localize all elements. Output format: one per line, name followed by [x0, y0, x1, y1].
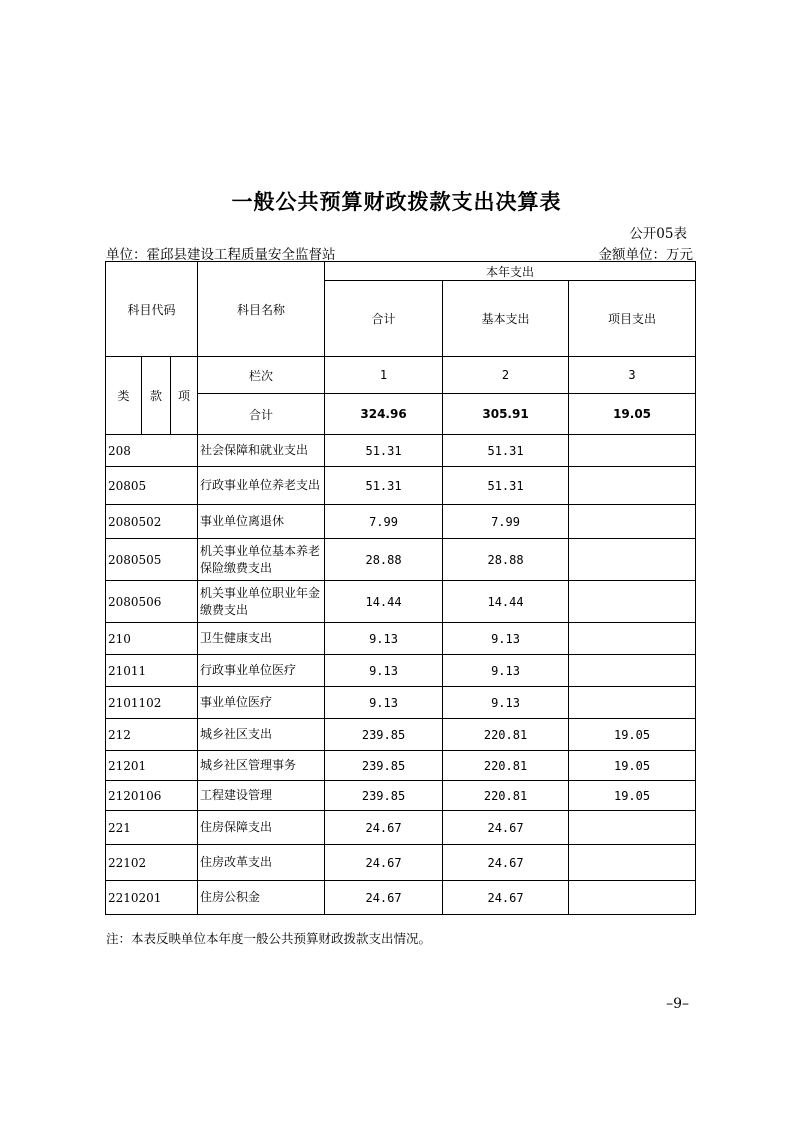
- table-row: [106, 467, 696, 505]
- row-total: 239.85: [325, 781, 443, 811]
- header-subject-name: 科目名称: [198, 262, 325, 357]
- row-project: 19.05: [569, 781, 696, 811]
- row-project: [569, 467, 696, 505]
- row-basic: 28.88: [443, 539, 569, 581]
- row-total: 24.67: [325, 811, 443, 845]
- row-code: 2080502: [106, 505, 198, 539]
- row-name: 住房公积金: [198, 881, 325, 915]
- row-basic: 220.81: [443, 719, 569, 751]
- row-basic: 220.81: [443, 751, 569, 781]
- header-xiang: 项: [171, 357, 198, 435]
- row-project: [569, 811, 696, 845]
- table-row: [106, 811, 696, 845]
- table-row: [106, 751, 696, 781]
- row-name: 卫生健康支出: [198, 623, 325, 655]
- table-row: [106, 435, 696, 467]
- row-name: 机关事业单位基本养老保险缴费支出: [198, 539, 325, 581]
- sum-total: 324.96: [325, 394, 443, 435]
- row-name: 住房改革支出: [198, 845, 325, 881]
- sum-basic: 305.91: [443, 394, 569, 435]
- table-row: [106, 845, 696, 881]
- row-total: 9.13: [325, 687, 443, 719]
- column-order-label: 栏次: [198, 357, 325, 394]
- header-lei: 类: [106, 357, 142, 435]
- row-name: 行政事业单位医疗: [198, 655, 325, 687]
- row-basic: 51.31: [443, 467, 569, 505]
- row-code: 221: [106, 811, 198, 845]
- row-total: 51.31: [325, 435, 443, 467]
- row-basic: 7.99: [443, 505, 569, 539]
- row-name: 城乡社区支出: [198, 719, 325, 751]
- money-unit-label: 金额单位：万元: [598, 247, 693, 263]
- row-project: [569, 687, 696, 719]
- row-project: 19.05: [569, 719, 696, 751]
- row-project: [569, 505, 696, 539]
- row-code: 20805: [106, 467, 198, 505]
- row-total: 239.85: [325, 751, 443, 781]
- page-number: –9–: [666, 996, 689, 1012]
- row-total: 239.85: [325, 719, 443, 751]
- row-basic: 9.13: [443, 623, 569, 655]
- row-project: [569, 435, 696, 467]
- table-row: [106, 687, 696, 719]
- row-code: 22102: [106, 845, 198, 881]
- row-total: 9.13: [325, 655, 443, 687]
- table-row: [106, 505, 696, 539]
- row-project: 19.05: [569, 751, 696, 781]
- table-row: [106, 781, 696, 811]
- row-name: 事业单位离退休: [198, 505, 325, 539]
- header-subject-code: 科目代码: [106, 262, 198, 357]
- table-row: [106, 539, 696, 581]
- expenditure-table: [105, 261, 696, 915]
- table-row: [106, 623, 696, 655]
- table-row: [106, 719, 696, 751]
- row-basic: 9.13: [443, 687, 569, 719]
- row-project: [569, 845, 696, 881]
- sum-project: 19.05: [569, 394, 696, 435]
- row-code: 2080505: [106, 539, 198, 581]
- row-name: 行政事业单位养老支出: [198, 467, 325, 505]
- row-basic: 14.44: [443, 581, 569, 623]
- row-project: [569, 581, 696, 623]
- row-name: 住房保障支出: [198, 811, 325, 845]
- row-code: 212: [106, 719, 198, 751]
- row-basic: 51.31: [443, 435, 569, 467]
- table-row: [106, 655, 696, 687]
- row-total: 7.99: [325, 505, 443, 539]
- row-name: 城乡社区管理事务: [198, 751, 325, 781]
- row-code: 2101102: [106, 687, 198, 719]
- row-project: [569, 655, 696, 687]
- row-basic: 24.67: [443, 881, 569, 915]
- row-code: 2120106: [106, 781, 198, 811]
- column-order-2: 2: [443, 357, 569, 394]
- row-code: 21011: [106, 655, 198, 687]
- row-total: 24.67: [325, 845, 443, 881]
- row-total: 9.13: [325, 623, 443, 655]
- column-order-1: 1: [325, 357, 443, 394]
- row-basic: 220.81: [443, 781, 569, 811]
- row-name: 工程建设管理: [198, 781, 325, 811]
- header-total: 合计: [325, 281, 443, 357]
- column-order-3: 3: [569, 357, 696, 394]
- unit-label: 单位：霍邱县建设工程质量安全监督站: [106, 247, 336, 263]
- header-basic: 基本支出: [443, 281, 569, 357]
- table-note: 注：本表反映单位本年度一般公共预算财政拨款支出情况。: [106, 931, 432, 946]
- column-order-row: [106, 357, 696, 394]
- header-project: 项目支出: [569, 281, 696, 357]
- row-code: 210: [106, 623, 198, 655]
- row-project: [569, 623, 696, 655]
- row-code: 2210201: [106, 881, 198, 915]
- row-code: 21201: [106, 751, 198, 781]
- row-total: 28.88: [325, 539, 443, 581]
- row-code: 2080506: [106, 581, 198, 623]
- row-basic: 24.67: [443, 811, 569, 845]
- row-total: 51.31: [325, 467, 443, 505]
- row-code: 208: [106, 435, 198, 467]
- header-row-1: [106, 262, 696, 281]
- row-project: [569, 881, 696, 915]
- row-total: 14.44: [325, 581, 443, 623]
- table-row: [106, 881, 696, 915]
- table-row: [106, 581, 696, 623]
- page-title: 一般公共预算财政拨款支出决算表: [231, 190, 562, 214]
- row-name: 社会保障和就业支出: [198, 435, 325, 467]
- row-basic: 24.67: [443, 845, 569, 881]
- row-project: [569, 539, 696, 581]
- header-current-year: 本年支出: [325, 262, 696, 281]
- header-kuan: 款: [142, 357, 171, 435]
- row-name: 机关事业单位职业年金缴费支出: [198, 581, 325, 623]
- sum-label: 合计: [198, 394, 325, 435]
- table-number: 公开05表: [629, 226, 687, 242]
- row-name: 事业单位医疗: [198, 687, 325, 719]
- row-total: 24.67: [325, 881, 443, 915]
- row-basic: 9.13: [443, 655, 569, 687]
